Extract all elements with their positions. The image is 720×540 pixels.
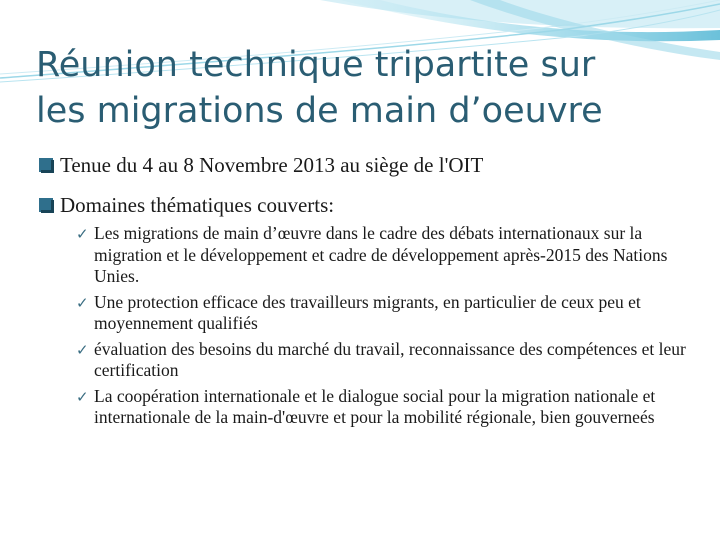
checkmark-icon: ✓ — [76, 387, 89, 406]
checkmark-icon: ✓ — [76, 225, 89, 243]
title-line-2: les migrations de main d’oeuvre — [36, 91, 603, 131]
bullet-thematic-areas — [38, 192, 688, 218]
sub-bullet-item — [38, 292, 688, 335]
sub-bullet-text: Les migrations de main d’œuvre dans le cadre des débats internationaux sur la migration et le développement et cadre de développement après-2015 des Nations Unies. — [94, 223, 668, 286]
bullet-text: Domaines thématiques couverts: — [60, 193, 335, 217]
sub-bullet-text: Une protection efficace des travailleurs migrants, en particulier de ceux peu et moyennement qualifiés — [94, 291, 641, 333]
sub-bullet-text: évaluation des besoins du marché du travail, reconnaissance des compétences et leur certification — [94, 338, 686, 380]
title-line-1: Réunion technique tripartite sur — [36, 45, 596, 85]
sub-bullet-list — [38, 223, 688, 429]
sub-bullet-item — [38, 223, 688, 288]
sub-bullet-item — [38, 386, 688, 429]
bullet-meeting-dates — [38, 152, 688, 178]
sub-bullet-text: La coopération internationale et le dialogue social pour la migration nationale et internationale de la main-d'œuvre et pour la mobilité régionale, bien gouverneés — [94, 385, 656, 427]
checkmark-icon: ✓ — [76, 293, 89, 312]
bullet-text: Tenue du 4 au 8 Novembre 2013 au siège de l'OIT — [60, 153, 484, 177]
slide-body — [38, 150, 688, 433]
square-bullet-icon — [38, 157, 55, 174]
checkmark-icon: ✓ — [76, 340, 89, 359]
square-bullet-icon — [38, 197, 55, 214]
slide-title — [36, 42, 696, 134]
sub-bullet-item — [38, 339, 688, 382]
